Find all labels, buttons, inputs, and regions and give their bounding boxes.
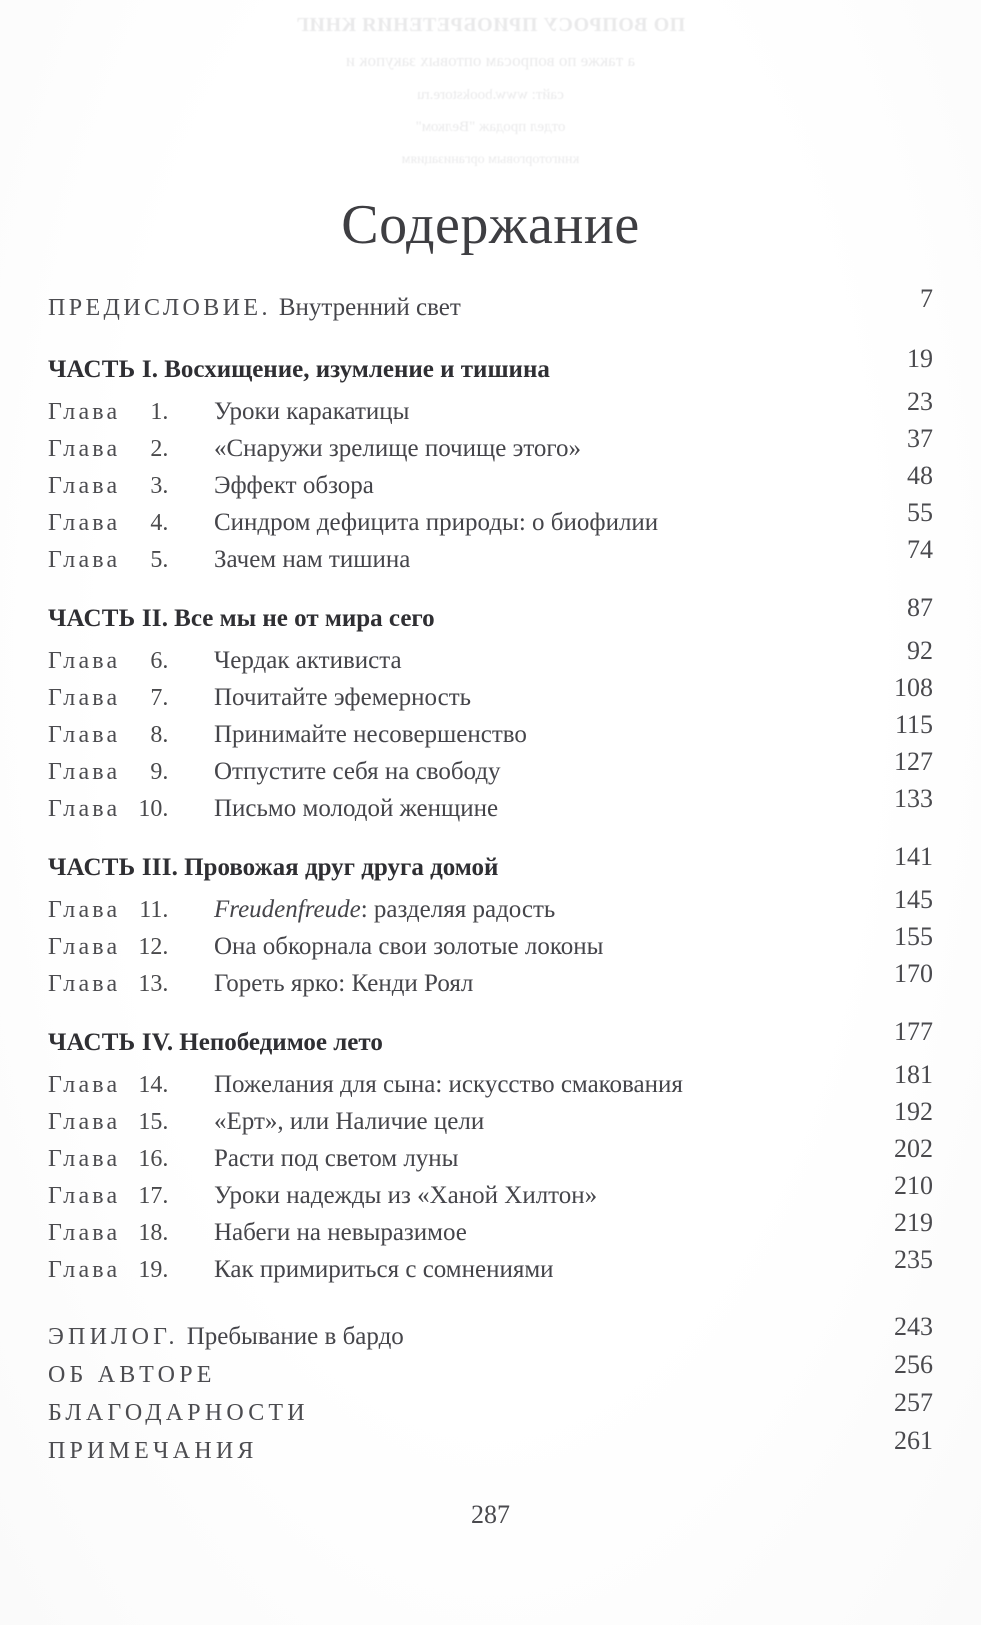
chapter-number: 4. bbox=[150, 510, 169, 536]
toc-entry-page-number: 19 bbox=[907, 344, 933, 373]
chapter-label: Глава bbox=[48, 685, 121, 711]
dot-leader bbox=[590, 464, 849, 465]
back-matter-label: ОБ АВТОРЕ bbox=[48, 1362, 216, 1388]
toc-entry-page-number: 243 bbox=[894, 1312, 933, 1341]
chapter-label: Глава bbox=[48, 897, 121, 923]
dot-leader bbox=[470, 326, 849, 327]
toc-entry-page-number: 127 bbox=[894, 747, 933, 776]
toc-entry-title: Отпустите себя на свободу bbox=[214, 758, 501, 785]
toc-entry-chapter[interactable] bbox=[48, 461, 933, 507]
chapter-label: Глава bbox=[48, 399, 121, 425]
chapter-number: 13. bbox=[138, 971, 169, 997]
chapter-number: 15. bbox=[138, 1109, 169, 1135]
toc-entry-title: Гореть ярко: Кенди Роял bbox=[214, 970, 474, 997]
toc-entry-page-number: 55 bbox=[907, 498, 933, 527]
toc-entry-prefix bbox=[48, 648, 206, 675]
chapter-number: 18. bbox=[138, 1220, 169, 1246]
chapter-label: Глава bbox=[48, 510, 121, 536]
toc-entry-chapter[interactable] bbox=[48, 1060, 933, 1106]
section-spacer bbox=[48, 1005, 933, 1027]
toc-entry-page-number: 170 bbox=[894, 959, 933, 988]
toc-entry-prefix bbox=[48, 759, 206, 786]
toc-entry-prefix bbox=[48, 796, 206, 823]
chapter-label: Глава bbox=[48, 722, 121, 748]
toc-entry-chapter[interactable] bbox=[48, 636, 933, 682]
dot-leader bbox=[392, 1063, 849, 1064]
toc-entry-chapter[interactable] bbox=[48, 710, 933, 756]
toc-entry-prefix bbox=[48, 1400, 309, 1427]
toc-entry-chapter[interactable] bbox=[48, 1171, 933, 1217]
toc-entry-title: «Снаружи зрелище почище этого» bbox=[214, 435, 582, 462]
dot-leader bbox=[507, 824, 849, 825]
chapter-number: 8. bbox=[150, 722, 169, 748]
dot-leader bbox=[267, 1467, 849, 1468]
dot-leader bbox=[383, 501, 849, 502]
toc-entry-page-number: 155 bbox=[894, 922, 933, 951]
chapter-number: 5. bbox=[150, 547, 169, 573]
toc-entry-part[interactable] bbox=[48, 344, 933, 396]
toc-entry-title: Она обкорнала свои золотые локоны bbox=[214, 933, 604, 960]
toc-entry-prefix bbox=[48, 1146, 206, 1173]
dot-leader bbox=[482, 999, 849, 1000]
part-label: ЧАСТЬ IV. bbox=[48, 1029, 174, 1056]
chapter-number: 6. bbox=[150, 648, 169, 674]
toc-entry-prefix bbox=[48, 1438, 258, 1465]
toc-entry-title: Чердак активиста bbox=[214, 647, 402, 674]
toc-entry-page-number: 210 bbox=[894, 1171, 933, 1200]
toc-entry-part[interactable] bbox=[48, 842, 933, 894]
toc-entry-chapter[interactable] bbox=[48, 498, 933, 544]
section-spacer bbox=[48, 830, 933, 852]
chapter-number: 2. bbox=[150, 436, 169, 462]
toc-entry-prefix bbox=[48, 1183, 206, 1210]
dot-leader bbox=[411, 676, 849, 677]
table-of-contents bbox=[48, 284, 933, 1473]
dot-leader bbox=[692, 1100, 849, 1101]
dot-leader bbox=[480, 713, 849, 714]
toc-entry-prefix bbox=[48, 473, 206, 500]
toc-entry-title: Письмо молодой женщине bbox=[214, 795, 499, 822]
toc-entry-title: Пожелания для сына: искусство смакования bbox=[214, 1071, 683, 1098]
toc-entry-prefix bbox=[48, 1220, 206, 1247]
chapter-number: 1. bbox=[150, 399, 169, 425]
dot-leader bbox=[476, 1248, 849, 1249]
chapter-label: Глава bbox=[48, 547, 121, 573]
toc-entry-prefix bbox=[48, 971, 206, 998]
dot-leader bbox=[559, 390, 849, 391]
toc-entry-front[interactable] bbox=[48, 284, 933, 332]
toc-entry-chapter[interactable] bbox=[48, 1097, 933, 1143]
dot-leader bbox=[225, 1391, 849, 1392]
toc-entry-page-number: 177 bbox=[894, 1017, 933, 1046]
toc-entry-prefix bbox=[48, 605, 168, 633]
toc-entry-prefix bbox=[48, 1257, 206, 1284]
section-spacer bbox=[48, 332, 933, 354]
toc-entry-prefix bbox=[48, 547, 206, 574]
dot-leader bbox=[419, 575, 849, 576]
dot-leader bbox=[493, 1137, 849, 1138]
toc-entry-title: Эффект обзора bbox=[214, 472, 374, 499]
toc-entry-title: Принимайте несовершенство bbox=[214, 721, 527, 748]
toc-entry-chapter[interactable] bbox=[48, 535, 933, 581]
toc-entry-title: Почитайте эфемерность bbox=[214, 684, 472, 711]
back-matter-label: ПРИМЕЧАНИЯ bbox=[48, 1438, 258, 1464]
page-title: Содержание bbox=[341, 193, 640, 256]
toc-entry-title: Синдром дефицита природы: о биофилии bbox=[214, 509, 659, 536]
chapter-number: 19. bbox=[138, 1257, 169, 1283]
chapter-number: 7. bbox=[150, 685, 169, 711]
toc-entry-back[interactable] bbox=[48, 1426, 933, 1473]
toc-entry-prefix bbox=[48, 295, 271, 322]
toc-entry-page-number: 133 bbox=[894, 784, 933, 813]
toc-entry-title: Зачем нам тишина bbox=[214, 546, 411, 573]
toc-entry-part[interactable] bbox=[48, 593, 933, 645]
toc-entry-prefix bbox=[48, 399, 206, 426]
toc-entry-page-number: 87 bbox=[907, 593, 933, 622]
toc-entry-page-number: 74 bbox=[907, 535, 933, 564]
toc-entry-chapter[interactable] bbox=[48, 424, 933, 470]
toc-entry-title: Расти под светом луны bbox=[214, 1145, 459, 1172]
toc-entry-chapter[interactable] bbox=[48, 1208, 933, 1254]
toc-entry-title: Восхищение, изумление и тишина bbox=[164, 356, 550, 383]
dot-leader bbox=[444, 639, 849, 640]
part-label: ЧАСТЬ II. bbox=[48, 605, 169, 632]
chapter-number: 11. bbox=[139, 897, 169, 923]
toc-entry-title: Пребывание в бардо bbox=[186, 1323, 404, 1350]
front-matter-label: ПРЕДИСЛОВИЕ. bbox=[48, 295, 271, 321]
toc-entry-title: Провожая друг друга домой bbox=[184, 854, 499, 881]
dot-leader bbox=[612, 962, 849, 963]
toc-entry-chapter[interactable] bbox=[48, 1245, 933, 1291]
toc-entry-title: Набеги на невыразимое bbox=[214, 1219, 467, 1246]
dot-leader bbox=[507, 888, 849, 889]
toc-entry-prefix bbox=[48, 510, 206, 537]
dot-leader bbox=[564, 925, 849, 926]
chapter-label: Глава bbox=[48, 436, 121, 462]
toc-entry-page-number: 257 bbox=[894, 1388, 933, 1417]
toc-entry-title bbox=[214, 896, 555, 924]
chapter-label: Глава bbox=[48, 796, 121, 822]
toc-entry-chapter[interactable] bbox=[48, 885, 933, 931]
chapter-label: Глава bbox=[48, 934, 121, 960]
toc-entry-prefix bbox=[48, 436, 206, 463]
dot-leader bbox=[536, 750, 849, 751]
page-folio-number: 287 bbox=[471, 1500, 510, 1529]
toc-entry-page-number: 115 bbox=[894, 710, 933, 739]
toc-entry-prefix bbox=[48, 1072, 206, 1099]
part-label: ЧАСТЬ III. bbox=[48, 854, 179, 881]
toc-entry-page-number: 48 bbox=[907, 461, 933, 490]
toc-entry-page-number: 108 bbox=[894, 673, 933, 702]
toc-entry-prefix bbox=[48, 934, 206, 961]
toc-entry-title: Как примириться с сомнениями bbox=[214, 1256, 554, 1283]
toc-entry-prefix bbox=[48, 897, 206, 924]
chapter-number: 3. bbox=[150, 473, 169, 499]
toc-entry-page-number: 7 bbox=[920, 284, 933, 313]
toc-entry-prefix bbox=[48, 1109, 206, 1136]
dot-leader bbox=[667, 538, 849, 539]
section-spacer bbox=[48, 1291, 933, 1321]
chapter-number: 12. bbox=[138, 934, 169, 960]
toc-entry-back[interactable] bbox=[48, 1350, 933, 1397]
chapter-label: Глава bbox=[48, 1257, 121, 1283]
back-matter-label: БЛАГОДАРНОСТИ bbox=[48, 1400, 309, 1426]
chapter-label: Глава bbox=[48, 1146, 121, 1172]
chapter-label: Глава bbox=[48, 473, 121, 499]
toc-entry-page-number: 256 bbox=[894, 1350, 933, 1379]
toc-entry-title: Внутренний свет bbox=[278, 294, 461, 321]
toc-entry-part[interactable] bbox=[48, 1017, 933, 1069]
toc-entry-title-italic: Freudenfreude bbox=[214, 896, 361, 923]
dot-leader bbox=[318, 1429, 849, 1430]
chapter-number: 14. bbox=[138, 1072, 169, 1098]
chapter-label: Глава bbox=[48, 1220, 121, 1246]
chapter-label: Глава bbox=[48, 648, 121, 674]
toc-entry-chapter[interactable] bbox=[48, 1134, 933, 1180]
toc-entry-page-number: 145 bbox=[894, 885, 933, 914]
toc-entry-page-number: 23 bbox=[907, 387, 933, 416]
toc-entry-prefix bbox=[48, 356, 158, 384]
part-label: ЧАСТЬ I. bbox=[48, 356, 159, 383]
chapter-label: Глава bbox=[48, 1072, 121, 1098]
toc-entry-chapter[interactable] bbox=[48, 747, 933, 793]
chapter-label: Глава bbox=[48, 1109, 121, 1135]
toc-entry-page-number: 181 bbox=[894, 1060, 933, 1089]
toc-entry-chapter[interactable] bbox=[48, 784, 933, 830]
chapter-number: 10. bbox=[138, 796, 169, 822]
section-spacer bbox=[48, 581, 933, 603]
toc-entry-prefix bbox=[48, 1362, 216, 1389]
toc-entry-page-number: 235 bbox=[894, 1245, 933, 1274]
toc-entry-page-number: 202 bbox=[894, 1134, 933, 1163]
chapter-number: 17. bbox=[138, 1183, 169, 1209]
toc-entry-title-rest: : разделяя радость bbox=[360, 896, 556, 923]
toc-entry-prefix bbox=[48, 854, 178, 882]
toc-entry-page-number: 37 bbox=[907, 424, 933, 453]
toc-entry-page-number: 192 bbox=[894, 1097, 933, 1126]
toc-entry-chapter[interactable] bbox=[48, 673, 933, 719]
toc-entry-chapter[interactable] bbox=[48, 922, 933, 968]
toc-entry-chapter[interactable] bbox=[48, 959, 933, 1005]
toc-entry-page-number: 219 bbox=[894, 1208, 933, 1237]
dot-leader bbox=[563, 1285, 849, 1286]
toc-entry-prefix bbox=[48, 685, 206, 712]
toc-entry-title: «Ерт», или Наличие цели bbox=[214, 1108, 485, 1135]
toc-entry-title: Уроки каракатицы bbox=[214, 398, 410, 425]
dot-leader bbox=[413, 1353, 849, 1354]
toc-entry-title: Непобедимое лето bbox=[179, 1029, 383, 1056]
chapter-label: Глава bbox=[48, 1183, 121, 1209]
toc-entry-prefix bbox=[48, 1029, 173, 1057]
toc-entry-prefix bbox=[48, 1324, 179, 1351]
toc-entry-page-number: 261 bbox=[894, 1426, 933, 1455]
toc-entry-page-number: 92 bbox=[907, 636, 933, 665]
chapter-number: 9. bbox=[150, 759, 169, 785]
chapter-label: Глава bbox=[48, 759, 121, 785]
chapter-label: Глава bbox=[48, 971, 121, 997]
dot-leader bbox=[467, 1174, 849, 1175]
toc-entry-back[interactable] bbox=[48, 1388, 933, 1435]
toc-entry-page-number: 141 bbox=[894, 842, 933, 871]
dot-leader bbox=[510, 787, 849, 788]
dot-leader bbox=[606, 1211, 849, 1212]
toc-entry-title: Все мы не от мира сего bbox=[174, 605, 435, 632]
toc-entry-back[interactable] bbox=[48, 1312, 933, 1359]
toc-entry-title: Уроки надежды из «Ханой Хилтон» bbox=[214, 1182, 598, 1209]
toc-entry-prefix bbox=[48, 722, 206, 749]
toc-entry-chapter[interactable] bbox=[48, 387, 933, 433]
back-matter-label: ЭПИЛОГ. bbox=[48, 1324, 179, 1350]
dot-leader bbox=[418, 427, 849, 428]
chapter-number: 16. bbox=[138, 1146, 169, 1172]
